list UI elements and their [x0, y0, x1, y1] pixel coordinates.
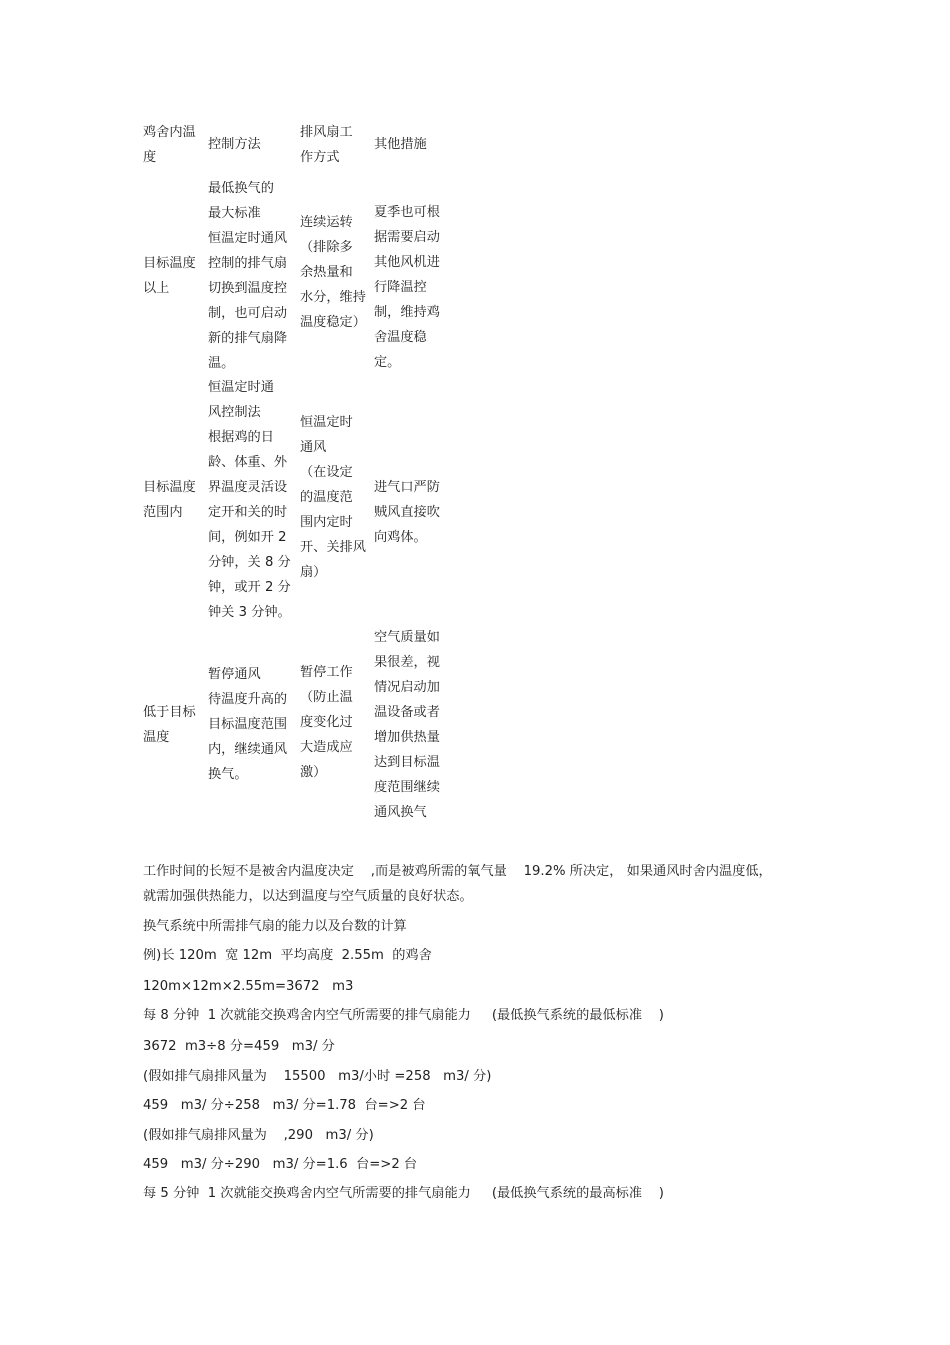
- paragraph: 每 5 分钟 1 次就能交换鸡舍内空气所需要的排气扇能力 (最低换气系统的最高标准 ): [143, 1186, 664, 1201]
- row2-other: 进气口严防 贼风直接吹 向鸡体。: [374, 480, 440, 545]
- row3-other: 空气质量如 果很差，视 情况启动加 温设备或者 增加供热量 达到目标温 度范围继续 通风换气: [374, 630, 440, 820]
- row1-fan: 连续运转 （排除多 余热量和 水分，维持 温度稳定）: [300, 215, 366, 330]
- paragraph: 换气系统中所需排气扇的能力以及台数的计算: [143, 919, 407, 934]
- row3-temp: 低于目标 温度: [143, 705, 196, 745]
- header-method: 控制方法: [208, 137, 261, 152]
- header-other: 其他措施: [374, 137, 427, 152]
- paragraph: (假如排气扇排风量为 ,290 m3/ 分): [143, 1128, 374, 1143]
- paragraph: 459 m3/ 分÷290 m3/ 分=1.6 台=>2 台: [143, 1157, 418, 1172]
- paragraph: (假如排气扇排风量为 15500 m3/小时 =258 m3/ 分): [143, 1069, 492, 1084]
- header-temp: 鸡舍内温 度: [143, 125, 196, 165]
- row1-method: 最低换气的 最大标准 恒温定时通风 控制的排气扇 切换到温度控 制，也可启动 新的排气扇降 温。: [208, 181, 288, 371]
- paragraph: 459 m3/ 分÷258 m3/ 分=1.78 台=>2 台: [143, 1098, 426, 1113]
- paragraph: 例)长 120m 宽 12m 平均高度 2.55m 的鸡舍: [143, 948, 432, 963]
- paragraph: 就需加强供热能力，以达到温度与空气质量的良好状态。: [143, 889, 473, 904]
- row2-temp: 目标温度 范围内: [143, 480, 196, 520]
- row3-fan: 暂停工作 （防止温 度变化过 大造成应 激）: [300, 665, 353, 780]
- paragraph: 每 8 分钟 1 次就能交换鸡舍内空气所需要的排气扇能力 (最低换气系统的最低标准 ): [143, 1008, 664, 1023]
- row2-fan: 恒温定时 通风 （在设定 的温度范 围内定时 开、关排风 扇）: [300, 415, 366, 580]
- row2-method: 恒温定时通 风控制法 根据鸡的日 龄、体重、外 界温度灵活设 定开和关的时 间，例如开 2 分钟，关 8 分 钟，或开 2 分 钟关 3 分钟。: [208, 380, 291, 620]
- row1-other: 夏季也可根 据需要启动 其他风机进 行降温控 制，维持鸡 舍温度稳 定。: [374, 205, 440, 370]
- row1-temp: 目标温度 以上: [143, 256, 196, 296]
- paragraph: 工作时间的长短不是被舍内温度决定 ,而是被鸡所需的氧气量 19.2% 所决定， 如果通风时舍内温度低，: [143, 864, 772, 879]
- row3-method: 暂停通风 待温度升高的 目标温度范围 内，继续通风 换气。: [208, 667, 288, 782]
- header-fan: 排风扇工 作方式: [300, 125, 353, 165]
- paragraph: 3672 m3÷8 分=459 m3/ 分: [143, 1039, 335, 1054]
- paragraph: 120m×12m×2.55m=3672 m3: [143, 979, 354, 994]
